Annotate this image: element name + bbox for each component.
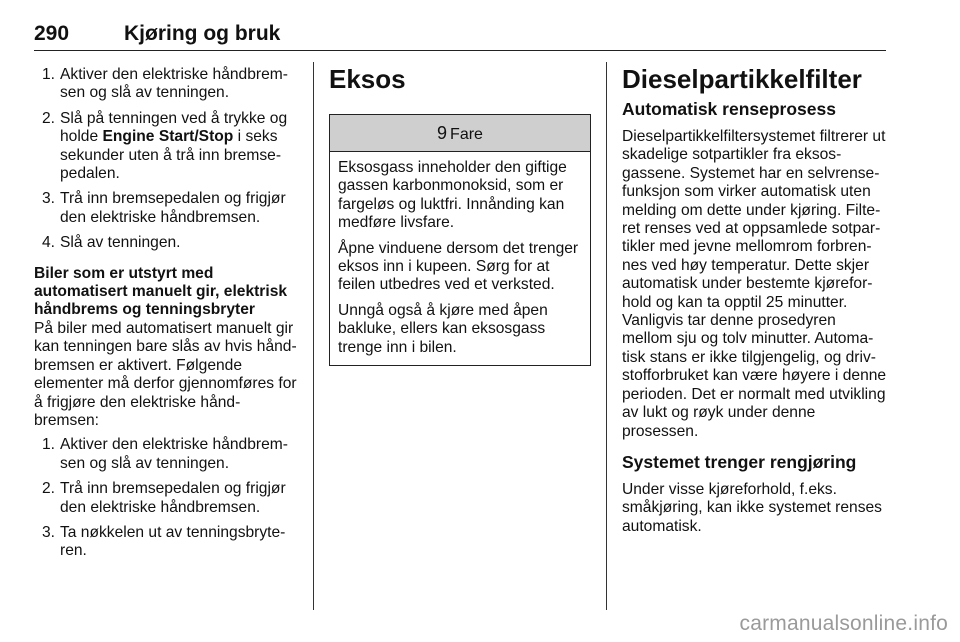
step-text: Aktiver den elektriske håndbremsen og slå av tenningen. (60, 66, 288, 102)
warning-paragraph: Unngå også å kjøre med åpen bakluke, ellers kan eksosgass trenge inn i bilen. (338, 301, 548, 356)
page-header (34, 20, 886, 51)
list-item (34, 110, 300, 184)
step-list (34, 436, 300, 560)
list-item (34, 524, 300, 561)
column-divider (313, 62, 314, 610)
step-text: Slå av tenningen. (60, 234, 181, 252)
body-paragraph: Dieselpartikkelfiltersystemet filtrerer ut skadelige sotpartikler fra eksosgassene. Systemet har en selvrensefunksjon som virker automatisk uten melding om dette under kjøring. Filteret renses ved at oppsamlede sotpartikler med jevne mellomrom forbrennes ved høy temperatur. Dette skjer automatisk under bestemte kjøreforhold og kan ta opptil 25 minutter. Vanligvis tar denne prosedyren mellom sju og tolv minutter. Automatisk stans er ikke tilgjengelig, og drivstofforbruket kan være høyere i denne perioden. Det er normalt med utvikling av lukt og røyk under denne prosessen. (622, 128, 887, 440)
step-number: 1. (42, 436, 56, 454)
step-text: Trå inn bremsepedalen og frigjør den elektriske håndbremsen. (60, 190, 286, 226)
list-item (34, 190, 300, 227)
warning-box (329, 114, 591, 366)
list-item (34, 234, 300, 252)
warning-body (330, 152, 590, 365)
step-list (34, 66, 300, 253)
subsection-title: Automatisk renseprosess (622, 99, 836, 119)
list-item (34, 436, 300, 473)
list-item (34, 66, 300, 103)
warning-triangle-icon: 9 (437, 123, 448, 143)
step-text: Trå inn bremsepedalen og frigjør den elektriske håndbremsen. (60, 480, 286, 516)
section-title: Eksos (329, 64, 406, 94)
step-number: 3. (42, 523, 56, 541)
column-left (34, 66, 300, 568)
warning-paragraph: Åpne vinduene dersom det trenger eksos inn i kupeen. Sørg for at feilen utbedres ved et verksted. (338, 239, 579, 294)
warning-paragraph: Eksosgass inneholder den giftige gassen karbonmonoksid, som er fargeløs og luktfri. Innånding kan medføre livsfare. (338, 159, 567, 232)
subheading: Biler som er utstyrt med automatisert manuelt gir, elektrisk håndbrems og tenningsbryter (34, 264, 288, 319)
column-divider (606, 62, 607, 610)
step-number: 2. (42, 480, 56, 498)
step-text: Slå på tenningen ved å trykke og holde (60, 109, 288, 146)
warning-header (330, 115, 590, 152)
subsection-title: Systemet trenger rengjøring (622, 451, 857, 472)
list-item (34, 480, 300, 517)
step-number: 1. (42, 66, 56, 83)
page-number: 290 (34, 22, 70, 45)
warning-label: Fare (450, 126, 483, 143)
step-text: Aktiver den elektriske håndbremsen og slå av tenningen. (60, 436, 288, 472)
body-paragraph: Under visse kjøreforhold, f.eks. småkjøring, kan ikke systemet renses automatisk. (622, 480, 882, 535)
step-number: 3. (42, 190, 56, 208)
section-title: Dieselpartikkelfilter (622, 64, 862, 94)
step-text: Ta nøkkelen ut av tenningsbryteren. (60, 523, 286, 560)
column-middle (329, 62, 591, 366)
column-right (622, 62, 888, 544)
body-paragraph: På biler med automatisert manuelt gir kan tenningen bare slås av hvis håndbremsen er aktivert. Følgende elementer må derfor gjennomføres for å frigjøre den elektriske håndbremsen: (34, 319, 297, 429)
watermark: carmanualsonline.info (739, 612, 948, 635)
step-number: 4. (42, 234, 56, 252)
step-text: i seks sekunder uten å trå inn bremsepedalen. (60, 128, 282, 183)
chapter-title: Kjøring og bruk (124, 22, 281, 45)
button-name: Engine Start/Stop (102, 128, 234, 146)
step-number: 2. (42, 109, 56, 127)
